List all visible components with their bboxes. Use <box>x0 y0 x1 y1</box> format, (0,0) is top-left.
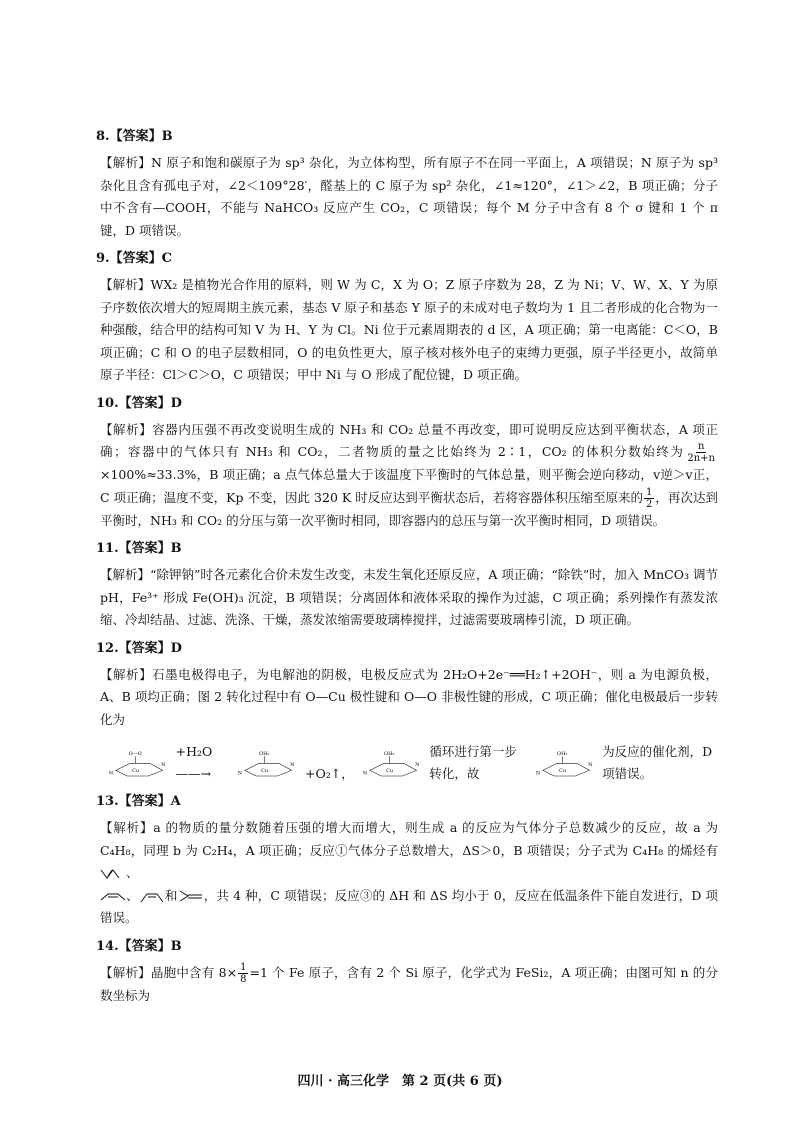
svg-text:Cu: Cu <box>385 767 393 774</box>
fraction-volume: $\frac{n}{2n+n}$ <box>687 441 715 464</box>
page-footer: 四川 · 高三化学 第 2 页(共 6 页) <box>297 1074 503 1089</box>
svg-text:OH₂: OH₂ <box>259 750 270 757</box>
cu-complex-aqua-structure-2 <box>360 743 424 785</box>
svg-text:N: N <box>414 762 420 769</box>
svg-text:Cu: Cu <box>558 767 566 774</box>
answer-12: 12.【答案】D <box>96 640 182 656</box>
svg-text:O—O: O—O <box>128 750 142 757</box>
analysis-11: 【解析】“除钾钠”时各元素化合价未发生改变，未发生氧化还原反应，A 项正确；“除铁”时，加入 MnCO₃ 调节 pH，Fe³⁺ 形成 Fe(OH)₃ 沉淀，B 项错误；分离固体和液体采取的操作为过滤，C 项正确；系列操作有蒸发浓缩、冷却结晶、过滤、洗涤、干燥，蒸发浓缩需要玻璃棒搅拌，过滤需要玻璃棒引流，D 项正确。 <box>100 567 718 627</box>
analysis-8: 【解析】N 原子和饱和碳原子为 sp³ 杂化，为立体构型，所有原子不在同一平面上，A 项错误；N 原子为 sp³ 杂化且含有孤电子对，∠2＜109°28′，醛基上的 C 原子为 sp² 杂化，∠1≈120°，∠1＞∠2，B 项正确；分子中不含有—COOH，不能与 NaHCO₃ 反应产生 CO₂，C 项错误；每个 M 分子中含有 8 个 σ 键和 1 个 π 键，D 项错误。 <box>100 155 718 238</box>
fraction-half: $\frac{1}{2}$ <box>646 486 653 510</box>
svg-text:Cu: Cu <box>132 767 140 774</box>
analysis-9: 【解析】WX₂ 是植物光合作用的原料，则 W 为 C，X 为 O；Z 原子序数为 28，Z 为 Ni；V、W、X、Y 为原子序数依次增大的短周期主族元素，基态 V 原子和基态 Y 原子的未成对电子数均为 1 且二者形成的化合物为一种强酸，结合甲的结构可知 V 为 H、Y 为 Cl。Ni 位于元素周期表的 d 区，A 项正确；第一电离能：C＜O，B 项正确；C 和 O 的电子层数相同，O 的电负性更大，原子核对核外电子的束缚力更强，原子半径更小，故简单原子半径：Cl＞C＞O，C 项错误；甲中 Ni 与 O 形成了配位键，D 项正确。 <box>100 277 718 382</box>
analysis-14: 【解析】晶胞中含有 8× $\frac{1}{8}$ =1 个 Fe 原子，含有 2 个 Si 原子，化学式为 FeSi₂，A 项正确；由图可知 n 的分数坐标为 <box>100 961 718 1003</box>
answer-11: 11.【答案】B <box>96 541 182 556</box>
svg-text:N: N <box>238 770 243 777</box>
svg-text:N: N <box>535 770 540 777</box>
cu-complex-catalyst-structure <box>533 743 597 785</box>
svg-text:OH₂: OH₂ <box>383 750 395 757</box>
analysis-13-part1: 【解析】a 的物质的量分数随着压强的增大而增大，则生成 a 的反应为气体分子总数减少的反应，故 a 为 C₄H₈，同理 b 为 C₂H₄，A 项正确；反应①气体分子总数增大，ΔS＞0，B 项错误；分子式为 C₄H₈ 的烯烃有 <box>100 820 718 858</box>
analysis-10-part1: 【解析】容器内压强不再改变说明生成的 NH₃ 和 CO₂ 总量不再改变，即可说明反应达到平衡状态，A 项正确；容器中的气体只有 NH₃ 和 CO₂，二者物质的量之比始终为 2∶1，CO₂ 的体积分数始终为 <box>100 421 718 459</box>
fraction-eighth: $\frac{1}{8}$ <box>240 961 247 985</box>
isobutene-structure <box>178 888 204 904</box>
1-butene-structure <box>100 866 126 882</box>
cis-2-butene-structure <box>139 888 165 904</box>
analysis-10-part3: ，再次达到平衡时，NH₃ 和 CO₂ 的分压与第一次平衡时相同，即容器内的总压与第一次平衡时相同，D 项错误。 <box>100 489 718 528</box>
svg-text:N: N <box>161 762 166 769</box>
eq-plus-water: +H₂O ——→ <box>175 744 213 781</box>
svg-text:Cu: Cu <box>261 767 269 774</box>
answer-14: 14.【答案】B <box>96 938 182 954</box>
analysis-10-part2: ×100%≈33.3%，B 项正确；a 点气体总量大于该温度下平衡时的气体总量，则平衡会逆向移动，v逆＞v正，C 项正确；温度不变，Kp 不变，因此 320 K 时反应达到平衡状态后，若将容器体积压缩至原来的 <box>100 467 718 505</box>
analysis-13-part2: ，共 4 种，C 项错误；反应③的 ΔH 和 ΔS 均小于 0，反应在低温条件下能自发进行，D 项错误。 <box>100 887 718 925</box>
answer-10: 10.【答案】D <box>96 395 182 411</box>
cu-complex-aqua-structure <box>235 743 299 785</box>
analysis-12: 【解析】石墨电极得电子，为电解池的阴极，电极反应式为 2H₂O+2e⁻══H₂↑+2OH⁻，则 a 为电源负极，A、B 项均正确；图 2 转化过程中有 O—Cu 极性键和 O—O 非极性键的形成，C 项正确；催化电极最后一步转化为 <box>100 666 718 727</box>
eq-plus-oxygen: +O₂↑， <box>305 766 354 781</box>
svg-text:N: N <box>108 770 114 777</box>
eq-tail-2: 为反应的催化剂，D 项错误。 <box>602 744 713 781</box>
svg-text:OH₂: OH₂ <box>556 750 567 757</box>
svg-text:N: N <box>290 762 295 769</box>
eq-tail-1: 循环进行第一步转化，故 <box>429 744 517 781</box>
answer-8: 8.【答案】B <box>96 129 173 144</box>
svg-text:N: N <box>362 770 367 777</box>
svg-text:N: N <box>587 762 592 769</box>
answer-content <box>96 128 718 1007</box>
catalyst-equation <box>106 735 718 785</box>
analysis-13: 【解析】a 的物质的量分数随着压强的增大而增大，则生成 a 的反应为气体分子总数减少的反应，故 a 为 C₄H₈，同理 b 为 C₂H₄，A 项正确；反应①气体分子总数增大，ΔS＞0，B 项错误；分子式为 C₄H₈ 的烯烃有、 、 和 ，共 4 种，C 项错误；反应③的 ΔH 和 ΔS 均小于 0，反应在低温条件下能自发进行，D 项错误。 <box>100 820 718 925</box>
cu-complex-peroxo-structure <box>106 743 170 785</box>
analysis-10 <box>100 419 718 533</box>
trans-2-butene-structure <box>100 888 126 904</box>
answer-9: 9.【答案】C <box>96 251 172 266</box>
answer-13: 13.【答案】A <box>96 794 181 809</box>
